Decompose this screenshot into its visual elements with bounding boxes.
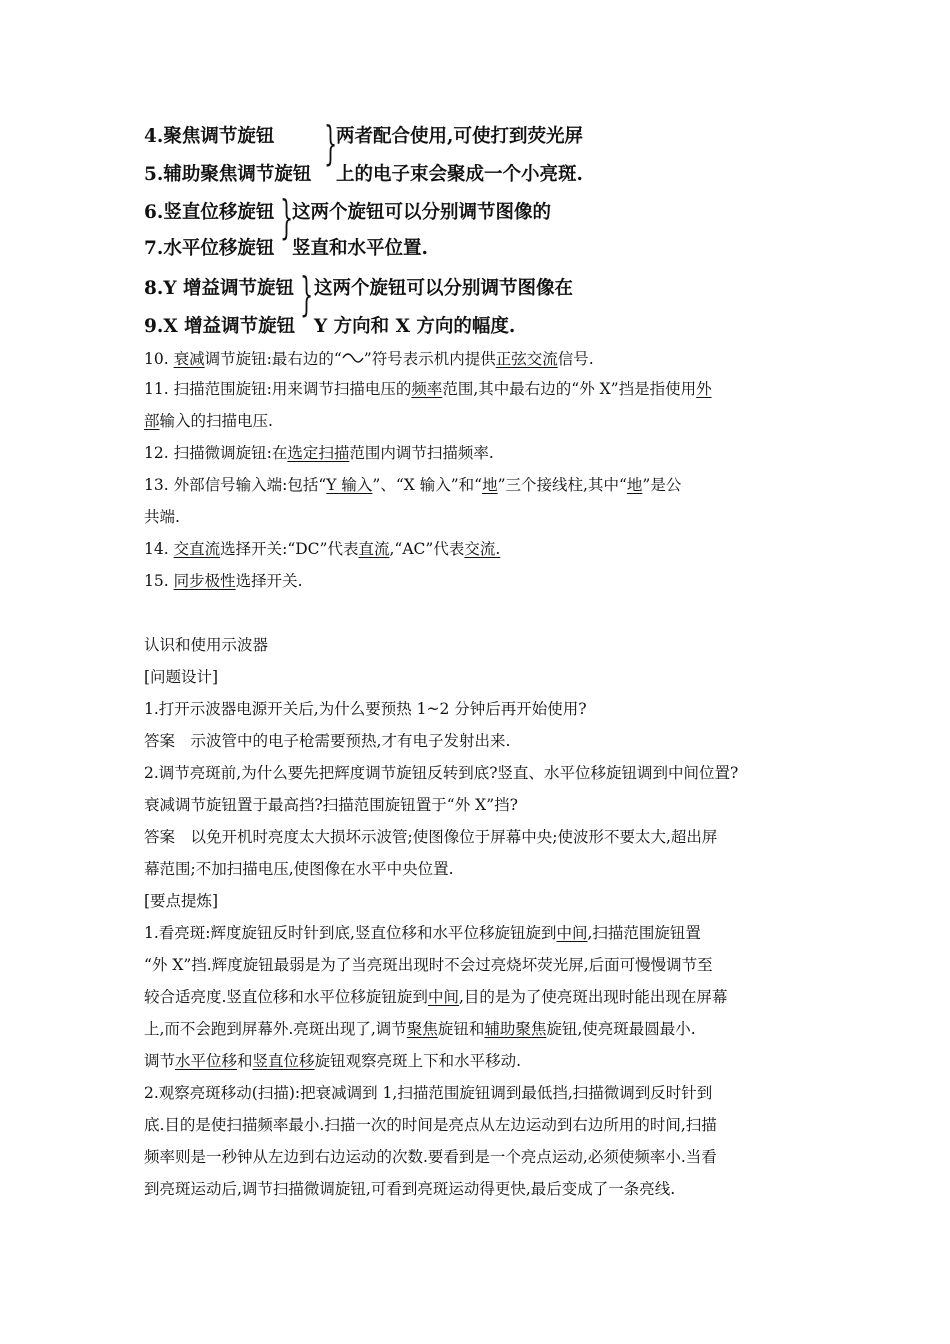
brace-note-line-2: 竖直和水平位置. xyxy=(292,238,428,259)
item-13-cont: 共端. xyxy=(144,508,180,526)
item-15: 15. 同步极性选择开关. xyxy=(144,572,303,590)
item-11: 11. 扫描范围旋钮:用来调节扫描电压的频率范围,其中最右边的“外 X”挡是指使用外 xyxy=(144,380,712,398)
item-10: 10. 衰减调节旋钮:最右边的“ ”符号表示机内提供正弦交流信号. xyxy=(144,350,594,368)
brace-note-line-1: 这两个旋钮可以分别调节图像在 xyxy=(314,278,574,299)
brace-note-line-2: 上的电子束会聚成一个小亮斑. xyxy=(336,164,583,185)
point-1-line-3: 较合适亮度.竖直位移和水平位移旋钮旋到中间,目的是为了使亮斑出现时能出现在屏幕 xyxy=(144,988,728,1006)
item-5: 5.辅助聚焦调节旋钮 xyxy=(144,164,312,185)
point-1-line-2: “外 X”挡.辉度旋钮最弱是为了当亮斑出现时不会过亮烧坏荧光屏,后面可慢慢调节至 xyxy=(144,956,713,974)
question-2-line-1: 2.调节亮斑前,为什么要先把辉度调节旋钮反转到底?竖直、水平位移旋钮调到中间位置? xyxy=(144,764,739,782)
point-2-line-3: 频率则是一秒钟从左边到右边运动的次数.要看到是一个亮点运动,必须使频率小.当看 xyxy=(144,1148,717,1166)
section-title: 认识和使用示波器 xyxy=(144,636,269,654)
item-7: 7.水平位移旋钮 xyxy=(144,238,275,259)
point-2-line-4: 到亮斑运动后,调节扫描微调旋钮,可看到亮斑运动得更快,最后变成了一条亮线. xyxy=(144,1180,676,1198)
right-brace: } xyxy=(324,116,338,170)
answer-2-line-2: 幕范围;不加扫描电压,使图像在水平中央位置. xyxy=(144,860,454,878)
answer-2-line-1: 答案 以免开机时亮度太大损坏示波管;使图像位于屏幕中央;使波形不要太大,超出屏 xyxy=(144,828,718,846)
point-2-line-1: 2.观察亮斑移动(扫描):把衰减调到 1,扫描范围旋钮调到最低挡,扫描微调到反时针到 xyxy=(144,1084,713,1102)
right-brace: } xyxy=(300,267,314,321)
point-1-line-4: 上,而不会跑到屏幕外.亮斑出现了,调节聚焦旋钮和辅助聚焦旋钮,使亮斑最圆最小. xyxy=(144,1020,696,1038)
item-11-cont: 部输入的扫描电压. xyxy=(144,412,273,430)
point-2-line-2: 底.目的是使扫描频率最小.扫描一次的时间是亮点从左边运动到右边所用的时间,扫描 xyxy=(144,1116,717,1134)
point-1-line-5: 调节水平位移和竖直位移旋钮观察亮斑上下和水平移动. xyxy=(144,1052,521,1070)
item-9: 9.X 增益调节旋钮 xyxy=(144,316,296,337)
point-1-line-1: 1.看亮斑:辉度旋钮反时针到底,竖直位移和水平位移旋钮旋到中间,扫描范围旋钮置 xyxy=(144,924,701,942)
right-brace: } xyxy=(280,190,294,244)
item-13: 13. 外部信号输入端:包括“Y 输入”、“X 输入”和“地”三个接线柱,其中“地”是公 xyxy=(144,476,682,494)
sine-wave-icon xyxy=(342,351,364,365)
item-8: 8.Y 增益调节旋钮 xyxy=(144,278,294,299)
key-points-heading: [要点提炼] xyxy=(144,892,219,910)
item-6: 6.竖直位移旋钮 xyxy=(144,202,275,223)
question-2-line-2: 衰减调节旋钮置于最高挡?扫描范围旋钮置于“外 X”挡? xyxy=(144,796,518,814)
item-14: 14. 交直流选择开关:“DC”代表直流,“AC”代表交流. xyxy=(144,540,501,558)
item-4: 4.聚焦调节旋钮 xyxy=(144,126,275,147)
item-12: 12. 扫描微调旋钮:在选定扫描范围内调节扫描频率. xyxy=(144,444,494,462)
brace-note-line-1: 两者配合使用,可使打到荧光屏 xyxy=(336,126,583,147)
brace-note-line-1: 这两个旋钮可以分别调节图像的 xyxy=(292,202,552,223)
answer-1: 答案 示波管中的电子枪需要预热,才有电子发射出来. xyxy=(144,732,511,750)
question-design-heading: [问题设计] xyxy=(144,668,219,686)
question-1: 1.打开示波器电源开关后,为什么要预热 1~2 分钟后再开始使用? xyxy=(144,700,587,718)
brace-note-line-2: Y 方向和 X 方向的幅度. xyxy=(314,316,516,337)
